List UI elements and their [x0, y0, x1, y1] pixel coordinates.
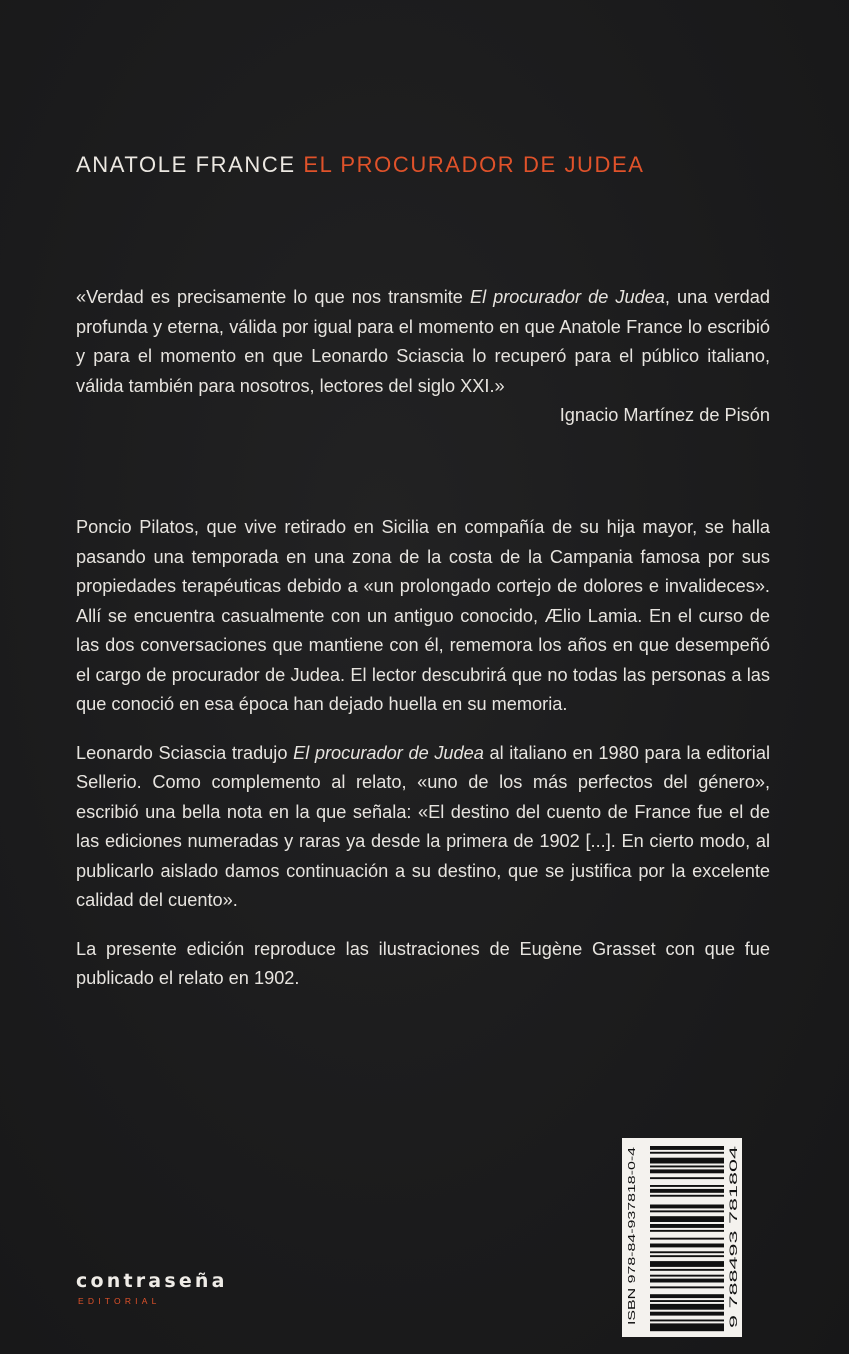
- cover-header: [76, 152, 645, 178]
- barcode-bar: [650, 1238, 724, 1240]
- barcode-bar: [650, 1279, 724, 1283]
- paragraph-2-text-start: Leonardo Sciascia tradujo: [76, 742, 294, 763]
- barcode-bar: [650, 1177, 724, 1179]
- barcode-bar: [650, 1320, 724, 1322]
- publisher-subtitle: EDITORIAL: [78, 1296, 161, 1306]
- barcode-bar: [650, 1205, 724, 1209]
- barcode-graphic: [622, 1138, 742, 1337]
- barcode-bar: [650, 1312, 724, 1316]
- barcode-bar: [650, 1152, 724, 1154]
- publisher-name: contraseña: [76, 1270, 228, 1292]
- synopsis-paragraph-2: [76, 739, 770, 916]
- barcode-bar: [650, 1169, 724, 1173]
- barcode-bar: [650, 1158, 724, 1164]
- synopsis-paragraph-1: Poncio Pilatos, que vive retirado en Sicilia en compañía de su hija mayor, se halla pasando una temporada en una zona de la costa de la Campania famosa por sus propiedades terapéuticas debido a «un prolongado cortejo de dolores e invalideces». Allí se encuentra casualmente con un antiguo conocido, Ælio Lamia. En el curso de las dos conversaciones que mantiene con él, rememora los años en que desempeñó el cargo de procurador de Judea. El lector descubrirá que no todas las personas a las que conoció en esa época han dejado huella en su memoria.: [76, 517, 770, 714]
- synopsis-paragraph-3: La presente edición reproduce las ilustraciones de Eugène Grasset con que fue publicado el relato en 1902.: [76, 938, 770, 988]
- paragraph-2-text-end: al italiano en 1980 para la editorial Sellerio. Como complemento al relato, «uno de los más perfectos del género», escribió una bella nota en la que señala: «El destino del cuento de France fue el de las ediciones numeradas y raras ya desde la primera de 1902 [...]. En cierto modo, al publicarlo aislado damos continuación a su destino, que se justifica por la excelente calidad del cuento».: [76, 742, 770, 910]
- barcode-bar: [650, 1269, 724, 1271]
- quote-text-end: , una verdad profunda y eterna, válida por igual para el momento en que Anatole France lo escribió y para el momento en que Leonardo Sciascia lo recuperó para el público italiano, válida también para nosotros, lectores del siglo XXI.»: [76, 287, 770, 396]
- barcode-bar: [650, 1195, 724, 1197]
- barcode-bar: [650, 1251, 724, 1253]
- isbn-label: ISBN 978-84-937818-0-4: [626, 1207, 638, 1325]
- isbn-barcode: [622, 1138, 742, 1337]
- barcode-bar: [650, 1166, 724, 1168]
- author-name: ANATOLE FRANCE: [76, 152, 296, 177]
- barcode-bar: [650, 1224, 724, 1228]
- barcode-bar: [650, 1210, 724, 1212]
- barcode-bar: [650, 1261, 724, 1267]
- barcode-bar: [650, 1294, 724, 1298]
- barcode-bar: [650, 1275, 724, 1277]
- barcode-bar: [650, 1189, 724, 1193]
- quote-text-start: «Verdad es precisamente lo que nos transmite: [76, 287, 470, 307]
- quote-book-title: El procurador de Judea: [469, 287, 665, 307]
- barcode-bar: [650, 1255, 724, 1257]
- quote-attribution: Ignacio Martínez de Pisón: [559, 405, 770, 425]
- synopsis: [76, 513, 770, 1013]
- barcode-bar: [650, 1230, 724, 1232]
- review-quote: [76, 283, 770, 431]
- barcode-digits: 9 788493 781804: [728, 1242, 740, 1328]
- barcode-bar: [650, 1216, 724, 1222]
- barcode-bar: [650, 1300, 724, 1302]
- barcode-bar: [650, 1286, 724, 1288]
- barcode-bar: [650, 1323, 724, 1331]
- paragraph-2-book-title: El procurador de Judea: [293, 742, 484, 763]
- barcode-bar: [650, 1304, 724, 1310]
- barcode-bar: [650, 1244, 724, 1248]
- barcode-bars: [650, 1146, 724, 1331]
- barcode-bar: [650, 1185, 724, 1187]
- book-title: EL PROCURADOR DE JUDEA: [303, 152, 645, 177]
- publisher-logo: [76, 1270, 246, 1306]
- barcode-bar: [650, 1146, 724, 1150]
